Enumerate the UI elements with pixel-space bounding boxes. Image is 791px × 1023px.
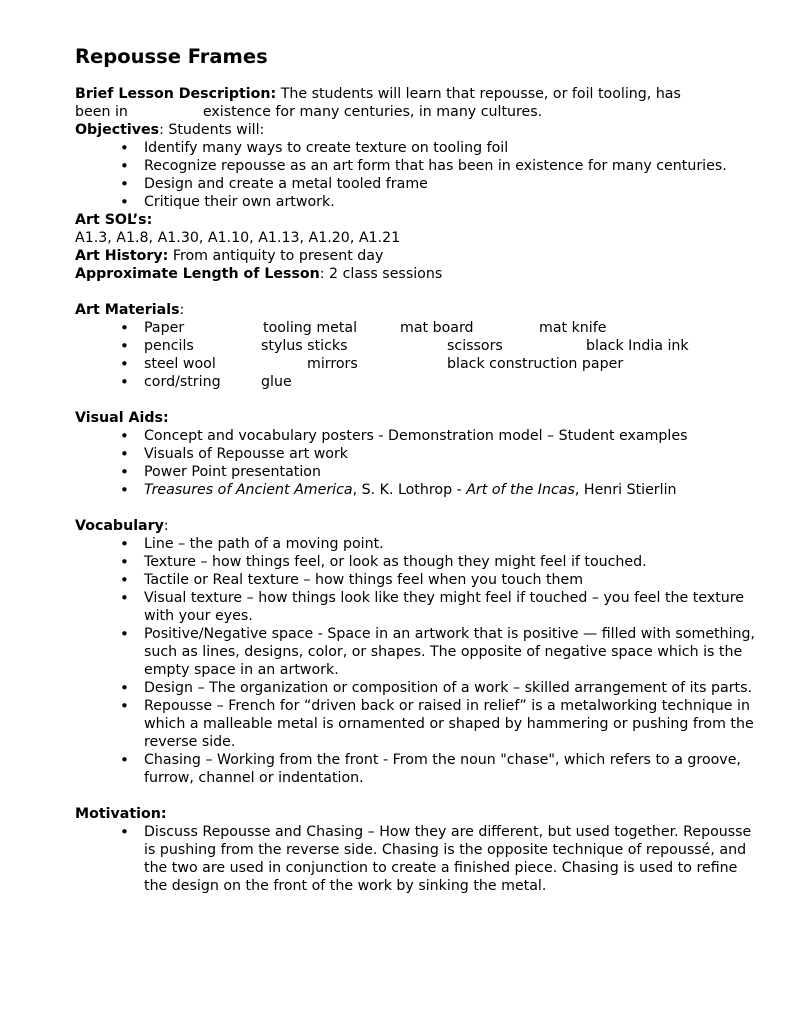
material-item: mat knife bbox=[539, 320, 607, 336]
sol-text: A1.3, A1.8, A1.30, A1.10, A1.13, A1.20, A1.21 bbox=[75, 230, 401, 246]
list-item bbox=[75, 481, 765, 499]
list-item: • Line – the path of a moving point. bbox=[75, 535, 765, 553]
material-item: mirrors bbox=[307, 356, 358, 372]
materials-colon: : bbox=[179, 302, 185, 318]
history-label: Art History: bbox=[75, 248, 169, 264]
material-item: • steel wool bbox=[144, 356, 216, 372]
list-item: • Positive/Negative space - Space in an artwork that is positive — filled with something, such as lines, designs, color, or shapes. The opposite of negative space which is the empty space in an artwork. bbox=[75, 625, 765, 679]
materials-row bbox=[75, 373, 765, 391]
objectives-heading bbox=[75, 121, 765, 139]
length-label: Approximate Length of Lesson bbox=[75, 266, 320, 282]
document-page bbox=[75, 44, 765, 895]
material-item: black construction paper bbox=[447, 356, 624, 372]
materials-row bbox=[75, 337, 765, 355]
material-item: stylus sticks bbox=[261, 338, 348, 354]
list-item: • Design and create a metal tooled frame bbox=[75, 175, 765, 193]
materials-list bbox=[75, 319, 765, 391]
list-item: • Power Point presentation bbox=[75, 463, 765, 481]
book-author-1: , S. K. Lothrop - bbox=[352, 482, 467, 498]
history-text: From antiquity to present day bbox=[168, 248, 384, 264]
materials-row bbox=[75, 355, 765, 373]
material-item: • cord/string bbox=[144, 374, 221, 390]
material-item: black India ink bbox=[586, 338, 689, 354]
materials-heading bbox=[75, 301, 765, 319]
motivation-label: Motivation: bbox=[75, 806, 167, 822]
list-item: • Texture – how things feel, or look as though they might feel if touched. bbox=[75, 553, 765, 571]
list-item: • Identify many ways to create texture on tooling foil bbox=[75, 139, 765, 157]
list-item: • Critique their own artwork. bbox=[75, 193, 765, 211]
list-item: • Visuals of Repousse art work bbox=[75, 445, 765, 463]
vocabulary-label: Vocabulary bbox=[75, 518, 164, 534]
material-item: tooling metal bbox=[263, 320, 358, 336]
book-title-1: Treasures of Ancient America bbox=[144, 482, 353, 498]
material-item: • Paper bbox=[144, 320, 185, 336]
visual-aids-list bbox=[75, 427, 765, 499]
brief-text-1: The students will learn that repousse, or foil tooling, has bbox=[276, 86, 681, 102]
objectives-intro: : Students will: bbox=[159, 122, 265, 138]
list-item: • Recognize repousse as an art form that has been in existence for many centuries. bbox=[75, 157, 765, 175]
vocabulary-heading bbox=[75, 517, 765, 535]
brief-text-2b: existence for many centuries, in many cultures. bbox=[202, 104, 543, 120]
lesson-length bbox=[75, 265, 765, 283]
book-author-2: , Henri Stierlin bbox=[574, 482, 677, 498]
motivation-list bbox=[75, 823, 765, 895]
list-item: • Concept and vocabulary posters - Demonstration model – Student examples bbox=[75, 427, 765, 445]
brief-label: Brief Lesson Description: bbox=[75, 86, 277, 102]
vocabulary-colon: : bbox=[163, 518, 169, 534]
material-item: glue bbox=[261, 374, 292, 390]
list-item: • Chasing – Working from the front - From the noun "chase", which refers to a groove, furrow, channel or indentation. bbox=[75, 751, 765, 787]
objectives-label: Objectives bbox=[75, 122, 160, 138]
length-text: : 2 class sessions bbox=[319, 266, 443, 282]
list-item: • Discuss Repousse and Chasing – How they are different, but used together. Repousse is pushing from the reverse side. Chasing is the opposite technique of repoussé, and the two are used in conjunction to create a finished piece. Chasing is used to refine the design on the front of the work by sinking the metal. bbox=[75, 823, 765, 895]
objectives-list bbox=[75, 139, 765, 211]
materials-label: Art Materials bbox=[75, 302, 180, 318]
material-item: • pencils bbox=[144, 338, 194, 354]
book-title-2: Art of the Incas bbox=[466, 482, 575, 498]
vocabulary-list bbox=[75, 535, 765, 787]
list-item: • Tactile or Real texture – how things feel when you touch them bbox=[75, 571, 765, 589]
materials-row bbox=[75, 319, 765, 337]
list-item: • Repousse – French for “driven back or raised in relief” is a metalworking technique in which a malleable metal is ornamented or shaped by hammering or pushing from the reverse side. bbox=[75, 697, 765, 751]
list-item: • Visual texture – how things look like they might feel if touched – you feel the texture with your eyes. bbox=[75, 589, 765, 625]
material-item: mat board bbox=[400, 320, 474, 336]
list-item: • Design – The organization or composition of a work – skilled arrangement of its parts. bbox=[75, 679, 765, 697]
art-history bbox=[75, 247, 765, 265]
brief-description bbox=[75, 85, 765, 121]
page-title: Repousse Frames bbox=[75, 45, 268, 68]
material-item: scissors bbox=[447, 338, 503, 354]
sol-label: Art SOL’s: bbox=[75, 212, 153, 228]
brief-text-2a: been in bbox=[75, 104, 128, 120]
visual-aids-label: Visual Aids: bbox=[75, 410, 169, 426]
